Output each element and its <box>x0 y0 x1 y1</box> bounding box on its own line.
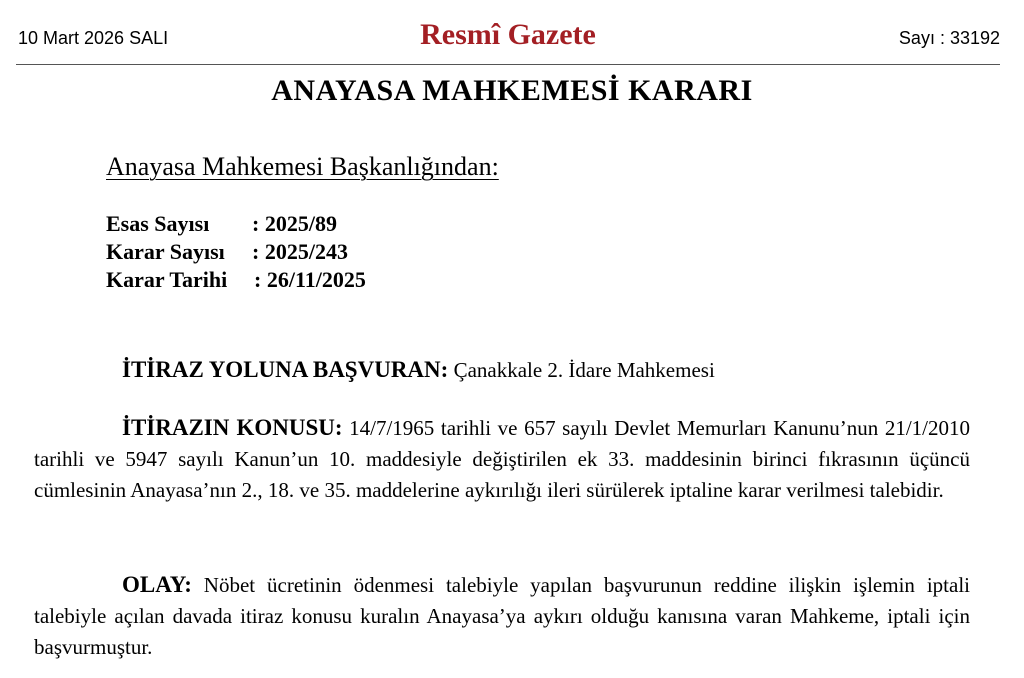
page-header <box>16 14 1000 65</box>
paragraph-text: Nöbet ücretinin ödenmesi talebiyle yapılan başvurunun reddine ilişkin işlemin iptali talebiyle açılan davada itiraz konusu kuralın Anayasa’ya aykırı olduğu kanısına varan Mahkeme, iptali için başvurmuştur. <box>34 573 970 659</box>
decision-number-label: Karar Sayısı <box>106 239 225 264</box>
decision-number-row <box>106 238 366 266</box>
issue-number: Sayı : 33192 <box>898 28 1000 48</box>
paragraph-lead: İTİRAZIN KONUSU: <box>122 415 343 440</box>
paragraph-applicant <box>34 354 970 386</box>
paragraph-text: 14/7/1965 tarihli ve 657 sayılı Devlet Memurları Kanunu’nun 21/1/2010 tarihli ve 5947 sayılı Kanun’un 10. maddesiyle değiştirilen ek 33. maddesinin birinci fıkrasının üçüncü cümlesinin Anayasa’nın 2., 18. ve 35. maddelerine aykırılığı ileri sürülerek iptaline karar verilmesi talebidir. <box>34 416 970 502</box>
decision-date-row <box>106 266 366 294</box>
case-metadata <box>106 210 366 294</box>
document-title: ANAYASA MAHKEMESİ KARARI <box>271 74 753 107</box>
paragraph-text: Çanakkale 2. İdare Mahkemesi <box>448 358 715 382</box>
decision-date-value: : 26/11/2025 <box>254 267 366 292</box>
decision-date-label: Karar Tarihi <box>106 267 228 292</box>
case-number-row <box>106 210 366 238</box>
case-number-label: Esas Sayısı <box>106 211 210 236</box>
decision-number-value: : 2025/243 <box>252 239 348 264</box>
paragraph-lead: OLAY: <box>122 572 192 597</box>
case-number-value: : 2025/89 <box>252 211 337 236</box>
header-date: 10 Mart 2026 SALI <box>18 28 169 48</box>
paragraph-facts <box>34 569 970 663</box>
issuing-authority: Anayasa Mahkemesi Başkanlığından: <box>106 152 499 181</box>
gazette-title: Resmî Gazete <box>420 18 596 51</box>
paragraph-lead: İTİRAZ YOLUNA BAŞVURAN: <box>122 357 449 382</box>
paragraph-subject <box>34 412 970 506</box>
